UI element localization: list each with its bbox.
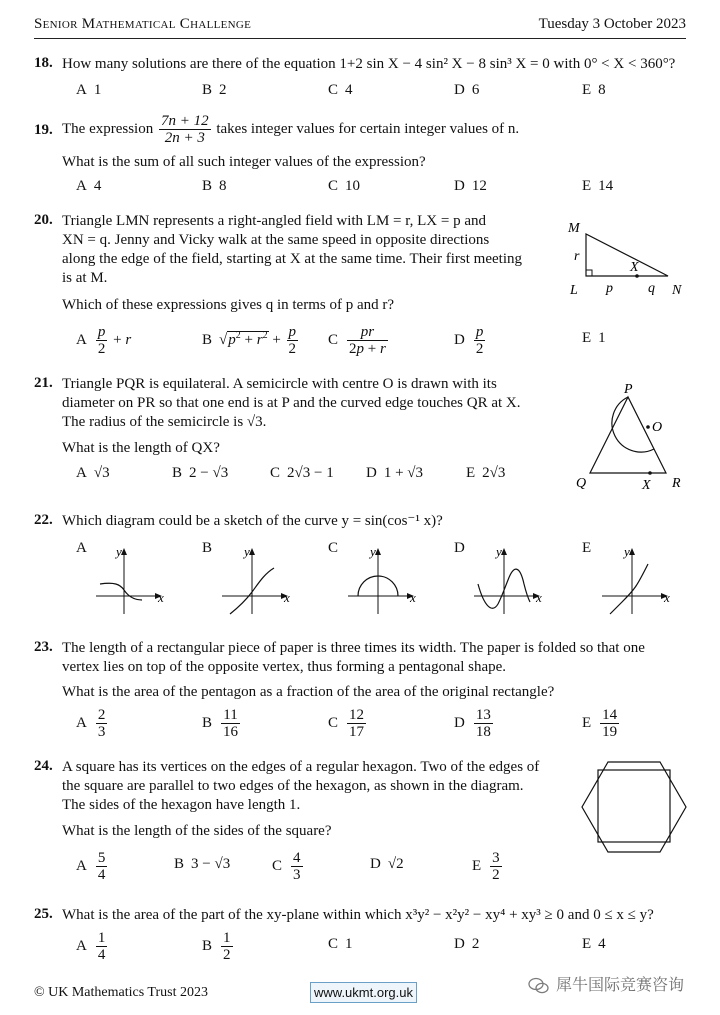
- option-b[interactable]: B $√p^2 + r^2$ + $\frac{p}{2}$: [202, 324, 297, 357]
- question-22: [34, 512, 686, 627]
- option-a[interactable]: A y x: [76, 540, 94, 557]
- question-prompt: What is the length of QX?: [62, 440, 220, 456]
- option-e[interactable]: E 14: [582, 178, 614, 194]
- option-b[interactable]: B 2 − √3: [172, 465, 229, 481]
- option-c[interactable]: C y x: [328, 540, 345, 557]
- question-25: [34, 906, 686, 966]
- question-text: Which diagram could be a sketch of the curve y = sin(cos⁻¹ x)?: [62, 513, 443, 529]
- option-c[interactable]: C 2√3 − 1: [270, 465, 334, 481]
- sketch-c: [344, 544, 420, 616]
- question-number: 19.: [34, 122, 53, 138]
- option-e[interactable]: E 2√3: [466, 465, 506, 481]
- label-m: M: [568, 221, 580, 236]
- question-text: The length of a rectangular piece of paper is three times its width. The paper is folded so that one vertex lies on top of the opposite vertex, thus forming a pentagonal shape.: [62, 640, 645, 675]
- question-prompt: What is the area of the pentagon as a fraction of the area of the original rectangle?: [62, 684, 555, 700]
- label-n: N: [672, 283, 682, 298]
- option-b[interactable]: B $\frac{11}{16}$: [202, 707, 239, 740]
- option-e[interactable]: E 1: [582, 330, 606, 346]
- label-l: L: [570, 283, 578, 298]
- option-d[interactable]: D √2: [370, 856, 404, 872]
- svg-text:y: y: [244, 544, 250, 559]
- label-q: q: [648, 281, 655, 296]
- hexagon-square-diagram: [578, 758, 690, 856]
- question-18: [34, 55, 686, 105]
- option-c[interactable]: C 1: [328, 936, 353, 952]
- option-a[interactable]: A $\frac{2}{3}$: [76, 707, 106, 740]
- header-rule: [34, 38, 686, 39]
- question-23: [34, 639, 686, 749]
- svg-text:y: y: [116, 544, 122, 559]
- sketch-b: [218, 544, 294, 616]
- option-e[interactable]: E 4: [582, 936, 606, 952]
- sketch-e: [598, 544, 674, 616]
- option-a[interactable]: A √3: [76, 465, 110, 481]
- svg-text:y: y: [496, 544, 502, 559]
- option-e[interactable]: E $\frac{14}{19}$: [582, 707, 618, 740]
- question-text: The expression $\frac{7n + 12}{2n + 3}$ takes integer values for certain integer values of n.: [62, 113, 520, 146]
- question-text: Triangle PQR is equilateral. A semicircle with centre O is drawn with its diameter on PR so that one end is at P and the curved edge touches QR at X. The radius of the semicircle is √3.: [62, 376, 521, 430]
- option-d[interactable]: D $\frac{p}{2}$: [454, 324, 484, 357]
- svg-text:x: x: [664, 590, 670, 605]
- label-r: r: [574, 249, 580, 264]
- page-header: [34, 14, 686, 38]
- option-b[interactable]: B $\frac{1}{2}$: [202, 930, 231, 963]
- question-number: 24.: [34, 758, 53, 774]
- question-prompt: Which of these expressions gives q in terms of p and r?: [62, 297, 394, 313]
- header-date: Tuesday 3 October 2023: [538, 16, 686, 32]
- svg-text:x: x: [158, 590, 164, 605]
- question-text: What is the area of the part of the xy-plane within which x³y² − x²y² − xy⁴ + xy³ ≥ 0 and 0 ≤ x ≤ y?: [62, 907, 654, 923]
- sketch-a: [92, 544, 168, 616]
- question-21: [34, 375, 686, 495]
- question-number: 20.: [34, 212, 53, 228]
- question-number: 23.: [34, 639, 53, 655]
- svg-text:x: x: [410, 590, 416, 605]
- option-a[interactable]: A 4: [76, 178, 102, 194]
- wechat-icon: [528, 977, 550, 995]
- question-24: [34, 758, 686, 886]
- question-text: A square has its vertices on the edges of a regular hexagon. Two of the edges of the square are parallel to two edges of the hexagon, as shown in the diagram. The sides of the hexagon have length 1.: [62, 759, 540, 813]
- watermark: 犀牛国际竞赛咨询: [528, 972, 684, 995]
- question-prompt: What is the length of the sides of the square?: [62, 823, 332, 839]
- sketch-d: [470, 544, 546, 616]
- header-title: Senior Mathematical Challenge: [34, 16, 252, 32]
- option-c[interactable]: C 10: [328, 178, 361, 194]
- question-number: 22.: [34, 512, 53, 528]
- option-d[interactable]: D $\frac{13}{18}$: [454, 707, 491, 740]
- option-e[interactable]: E 8: [582, 82, 606, 98]
- label-q: Q: [576, 476, 587, 491]
- option-e[interactable]: E y x: [582, 540, 598, 557]
- option-a[interactable]: A $\frac{5}{4}$: [76, 850, 106, 883]
- option-c[interactable]: C $\frac{pr}{2p + r}$: [328, 324, 386, 357]
- option-e[interactable]: E $\frac{3}{2}$: [472, 850, 500, 883]
- equilateral-triangle-diagram: [568, 379, 688, 491]
- question-number: 25.: [34, 906, 53, 922]
- expression-fraction: $\frac{7n + 12}{2n + 3}$: [160, 113, 209, 146]
- option-c[interactable]: C $\frac{4}{3}$: [272, 850, 301, 883]
- question-19: [34, 113, 686, 203]
- option-d[interactable]: D 1 + √3: [366, 465, 424, 481]
- svg-text:x: x: [284, 590, 290, 605]
- label-r: R: [672, 476, 681, 491]
- option-b[interactable]: B y x: [202, 540, 219, 557]
- label-p: p: [606, 281, 613, 296]
- question-text: How many solutions are there of the equation 1+2 sin X − 4 sin² X − 8 sin³ X = 0 with 0° < X < 360°?: [62, 56, 676, 72]
- question-text: Triangle LMN represents a right-angled field with LM = r, LX = p and XN = q. Jenny and Vicky walk at the same speed in opposite directions along the edge of the field, starting at X at the same time. Their first meeting is at M.: [62, 213, 522, 286]
- label-o: O: [652, 420, 663, 435]
- option-d[interactable]: D 6: [454, 82, 480, 98]
- question-number: 21.: [34, 375, 53, 391]
- triangle-lmn-diagram: [564, 216, 694, 298]
- label-x: X: [642, 478, 651, 491]
- question-prompt: What is the sum of all such integer values of the expression?: [62, 154, 426, 170]
- label-p: P: [624, 382, 633, 397]
- option-c[interactable]: C 4: [328, 82, 353, 98]
- option-c[interactable]: C $\frac{12}{17}$: [328, 707, 365, 740]
- option-b[interactable]: B 2: [202, 82, 227, 98]
- question-20: [34, 212, 686, 362]
- svg-text:y: y: [370, 544, 376, 559]
- question-number: 18.: [34, 55, 53, 71]
- svg-text:y: y: [624, 544, 630, 559]
- footer-url-link[interactable]: www.ukmt.org.uk: [310, 982, 417, 1003]
- option-a[interactable]: A $\frac{1}{4}$: [76, 930, 106, 963]
- footer-copyright: © UK Mathematics Trust 2023: [34, 985, 208, 1000]
- svg-text:x: x: [536, 590, 542, 605]
- option-b[interactable]: B 8: [202, 178, 227, 194]
- option-d[interactable]: D 2: [454, 936, 480, 952]
- option-d[interactable]: D 12: [454, 178, 487, 194]
- option-d[interactable]: D y x: [454, 540, 472, 557]
- label-x: X: [630, 260, 639, 275]
- option-a[interactable]: A $\frac{p}{2}$ + r: [76, 324, 132, 357]
- option-a[interactable]: A 1: [76, 82, 102, 98]
- option-b[interactable]: B 3 − √3: [174, 856, 231, 872]
